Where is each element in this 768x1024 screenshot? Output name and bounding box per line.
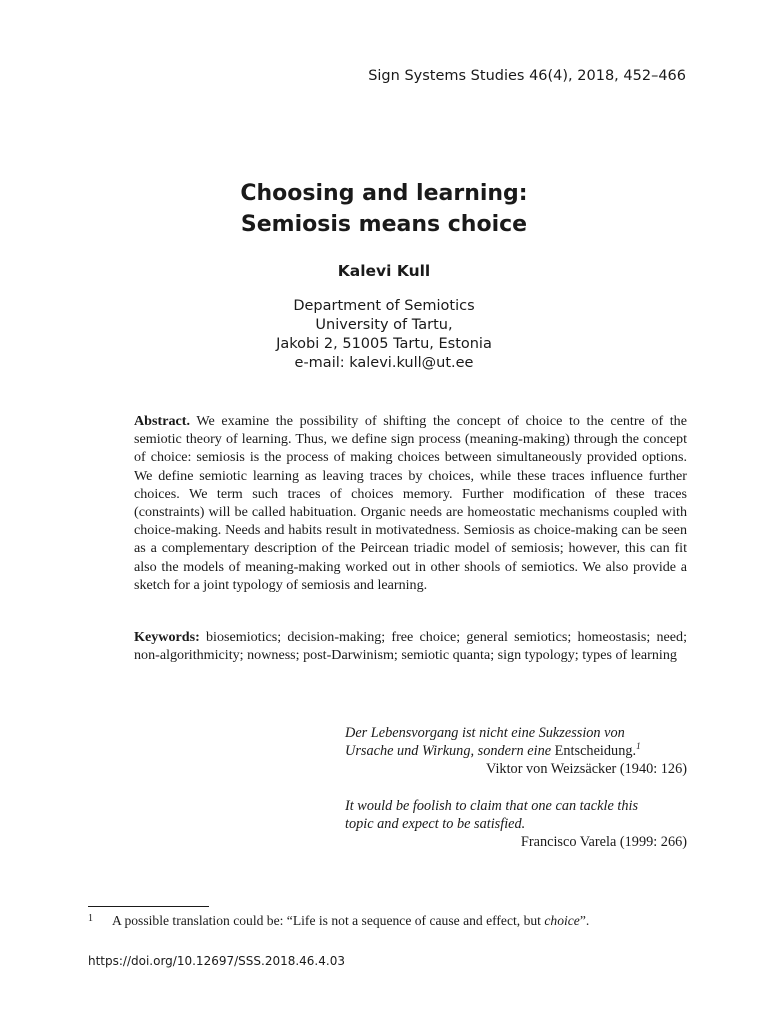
affiliation-line-3: Jakobi 2, 51005 Tartu, Estonia xyxy=(276,336,492,352)
affiliation-email: e-mail: kalevi.kull@ut.ee xyxy=(294,355,474,371)
abstract xyxy=(134,412,687,594)
epigraph-2-line-1: It would be foolish to claim that one can tackle this xyxy=(345,798,639,814)
epigraph-varela xyxy=(345,797,687,851)
footnote-divider xyxy=(88,906,209,907)
title-line-2: Semiosis means choice xyxy=(240,212,528,237)
abstract-label: Abstract. xyxy=(134,413,190,429)
epigraph-weizsacker xyxy=(345,724,687,778)
keywords-label: Keywords: xyxy=(134,629,200,645)
epigraph-1-line-2 xyxy=(345,742,687,760)
author-name: Kalevi Kull xyxy=(337,262,431,280)
footnote-text-end: ”. xyxy=(579,913,590,928)
footnote-text: A possible translation could be: “Life is not a sequence of cause and effect, but xyxy=(112,913,541,928)
epigraph-1-attribution: Viktor von Weizsäcker (1940: 126) xyxy=(485,761,687,777)
doi-link[interactable]: https://doi.org/10.12697/SSS.2018.46.4.03 xyxy=(88,954,345,968)
title-line-1: Choosing and learning: xyxy=(240,181,528,206)
epigraph-1-line-1: Der Lebensvorgang ist nicht eine Sukzession von xyxy=(345,725,625,741)
epigraph-1-line-2-text: Ursache und Wirkung, sondern eine xyxy=(345,743,552,759)
journal-header: Sign Systems Studies 46(4), 2018, 452–466 xyxy=(368,68,686,84)
footnote-number: 1 xyxy=(88,913,93,924)
affiliation-line-1: Department of Semiotics xyxy=(293,298,475,314)
keywords-text: biosemiotics; decision-making; free choice; general semiotics; homeostasis; need; non-algorithmicity; nowness; post-Darwinism; semiotic quanta; sign typology; types of learning xyxy=(134,629,687,664)
footnote xyxy=(88,912,688,930)
paper-title xyxy=(0,178,768,240)
footnote-emphasis: choice xyxy=(544,913,580,928)
affiliation xyxy=(0,297,768,373)
abstract-text: We examine the possibility of shifting the concept of choice to the centre of the semiotic theory of learning. Thus, we define sign process (meaning-making) through the concept of choice: semiosis is the process of making choices between simultaneously provided options. We define semiotic learning as leaving traces by choices, while these traces influence further choices. We term such traces of choices memory. Further modification of these traces (constraints) will be called habituation. Organic needs are homeostatic mechanisms coupled with choice-making. Needs and habits result in motivatedness. Semiosis as choice-making can be seen as a complementary description of the Peircean triadic model of semiosis; however, this can fit also the models of meaning-making worked out in other shools of semiotics. We also provide a sketch for a joint typology of semiosis and learning. xyxy=(134,413,687,593)
footnote-marker[interactable]: 1 xyxy=(636,741,641,752)
keywords xyxy=(134,628,687,664)
epigraph-1-upright-word: Entscheidung. xyxy=(554,743,637,759)
affiliation-line-2: University of Tartu, xyxy=(315,317,453,333)
epigraph-2-attribution: Francisco Varela (1999: 266) xyxy=(520,834,687,850)
epigraph-2-line-2: topic and expect to be satisfied. xyxy=(345,816,526,832)
